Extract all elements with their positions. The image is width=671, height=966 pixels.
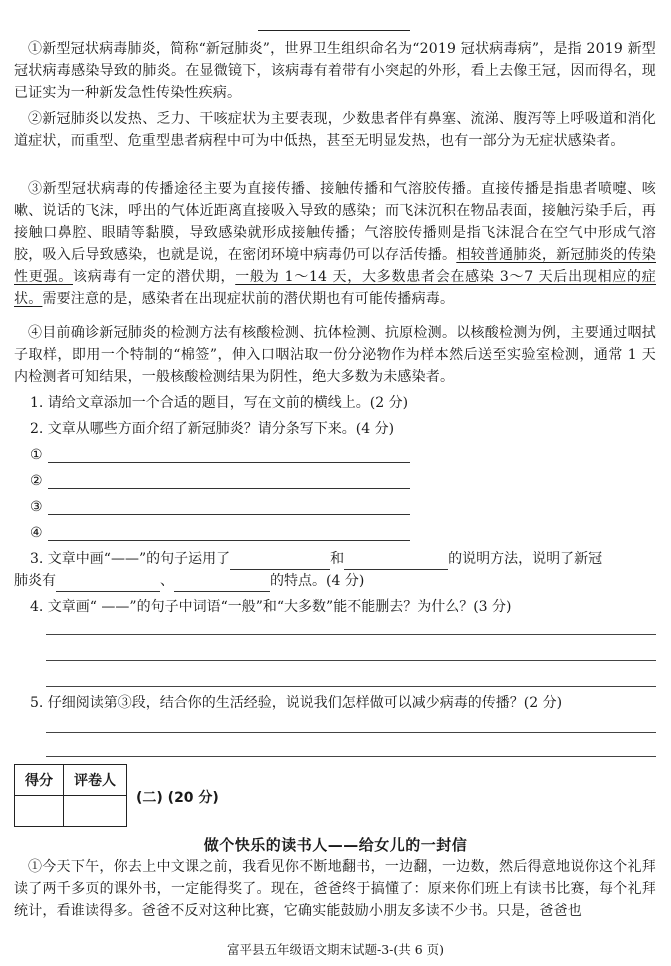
q2-answer-row-3[interactable] [30,496,410,515]
q2-answer-row-2[interactable] [30,470,410,489]
score-cell[interactable] [15,796,64,827]
q3-text-c: 的说明方法，说明了新冠 [448,551,603,567]
article-paragraph-4: ④目前确诊新冠肺炎的检测方法有核酸检测、抗体检测、抗原检测。以核酸检测为例，主要通过咽拭子取样，即用一个特制的“棉签”，伸入口咽沾取一份分泌物作为样本然后送至实验室检测，通常 1 天内检测者可知结果，一般核酸检测结果为阴性，绝大多数为未感染者。 [14,325,656,385]
q2-answer-line-3[interactable] [48,496,410,515]
grader-header: 评卷人 [64,765,127,796]
score-header: 得分 [15,765,64,796]
section-2-label: (二) (20 分) [136,790,219,806]
q2-answer-line-2[interactable] [48,470,410,489]
grader-cell[interactable] [64,796,127,827]
q3-blank-2[interactable] [344,555,448,570]
question-1: 1. 请给文章添加一个合适的题目，写在文前的横线上。(2 分) [30,395,409,411]
q4-answer-line-1[interactable] [46,634,656,635]
q3-text-e: 、 [160,573,174,589]
question-2: 2. 文章从哪些方面介绍了新冠肺炎？请分条写下来。(4 分) [30,421,395,437]
q2-marker-3: ③ [30,499,43,515]
title-answer-line[interactable] [258,30,410,31]
q2-answer-row-1[interactable] [30,444,410,463]
passage-2-title: 做个快乐的读书人——给女儿的一封信 [203,836,468,854]
q2-answer-row-4[interactable] [30,522,410,541]
q5-answer-line-1[interactable] [46,732,656,733]
q5-answer-line-2[interactable] [46,756,656,757]
paragraph-3-text-b: 该病毒有一定的潜伏期， [73,269,236,285]
score-table [14,764,127,827]
q2-marker-4: ④ [30,525,43,541]
article-paragraph-2: ②新冠肺炎以发热、乏力、干咳症状为主要表现，少数患者伴有鼻塞、流涕、腹泻等上呼吸道和消化道症状，而重型、危重型患者病程中可为中低热，甚至无明显发热，也有一部分为无症状感染者。 [14,111,656,149]
article-paragraph-1: ①新型冠状病毒肺炎，简称“新冠肺炎”，世界卫生组织命名为“2019 冠状病毒病”，是指 2019 新型冠状病毒感染导致的肺炎。在显微镜下，该病毒有着带有小突起的外形，看上去像王冠，因而得名，现已证实为一种新发急性传染性疾病。 [14,41,656,101]
paragraph-3-text-c: 需要注意的是，感染者在出现症状前的潜伏期也有可能传播病毒。 [42,291,455,307]
q3-blank-1[interactable] [230,555,330,570]
q4-answer-line-2[interactable] [46,660,656,661]
paragraph-3-text-a: ③新型冠状病毒的传播途径主要为直接传播、接触传播和气溶胶传播。直接传播是指患者喷嚏、咳嗽、说话的飞沫，呼出的气体近距离直接吸入导致的感染；而飞沫沉积在物品表面，接触污染手后，再接触口鼻腔、眼睛等黏膜，导致感染就形成接触传播；气溶胶传播则是指飞沫混合在空气中形成气溶胶，吸入后导致感染，也就是说，在密闭环境中病毒仍可以存活传播。 [14,181,656,263]
page-footer: 富平县五年级语文期末试题-3-(共 6 页) [226,942,445,957]
question-4: 4. 文章画“ ——”的句子中词语“一般”和“大多数”能不能删去？为什么？(3 分) [30,599,512,615]
question-5: 5. 仔细阅读第③段，结合你的生活经验，说说我们怎样做可以减少病毒的传播？(2 分) [30,695,563,711]
q3-blank-3[interactable] [56,577,160,592]
question-3-line-1 [30,548,602,570]
q3-text-a: 3. 文章中画“——”的句子运用了 [30,551,231,567]
q3-text-b: 和 [330,551,345,567]
underlined-sentence-2: 一般为 1～14 天，大多数患者会在感染 3～7 天后出现相应的症状。 [14,269,657,307]
q2-answer-line-4[interactable] [48,522,410,541]
q3-text-d: 肺炎有 [14,573,56,589]
article-paragraph-3 [14,178,656,310]
q2-answer-line-1[interactable] [48,444,410,463]
question-3-line-2 [14,570,364,592]
q3-text-f: 的特点。(4 分) [270,573,365,589]
q2-marker-1: ① [30,447,43,463]
passage-2-paragraph-1: ①今天下午，你去上中文课之前，我看见你不断地翻书，一边翻，一边数，然后得意地说你这个礼拜读了两千多页的课外书，一定能得奖了。现在，爸爸终于搞懂了：原来你们班上有读书比赛，每个礼拜统计，看谁读得多。爸爸不反对这种比赛，它确实能鼓励小朋友多读不少书。只是，爸爸也 [14,859,656,919]
q4-answer-line-3[interactable] [46,686,656,687]
q3-blank-4[interactable] [174,577,270,592]
underlined-sentence-1: 相较普通肺炎，新冠肺炎的传染性更强。 [14,247,656,285]
q2-marker-2: ② [30,473,43,489]
